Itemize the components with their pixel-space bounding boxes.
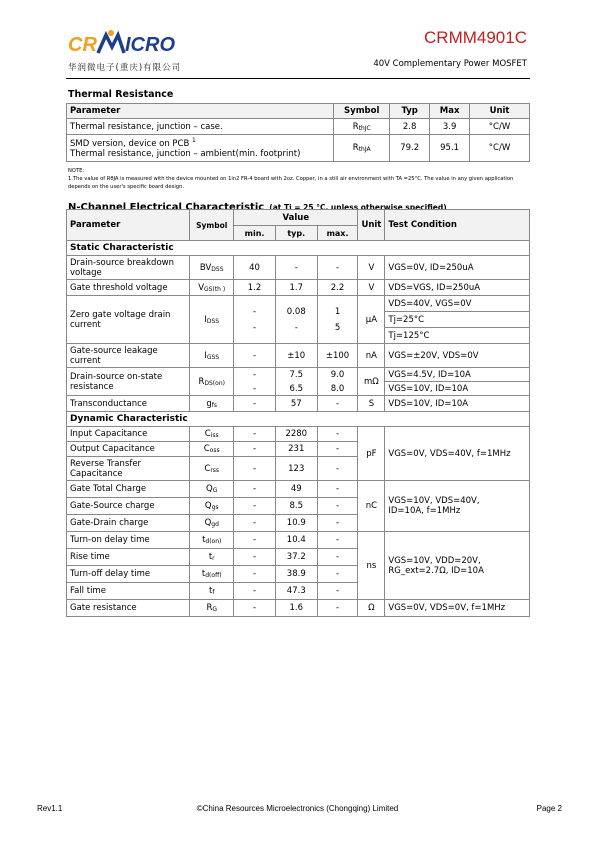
max-cell: - [317, 549, 358, 566]
max-cell: 9.0 8.0 [317, 368, 358, 396]
typ-cell: 37.2 [275, 549, 317, 566]
static-title-row [67, 241, 530, 256]
param-cell: Gate Total Charge [67, 481, 190, 498]
typ-cell: 231 [275, 442, 317, 457]
typ-cell: 10.9 [275, 515, 317, 532]
typ-cell: 49 [275, 481, 317, 498]
param-cell: Output Capacitance [67, 442, 190, 457]
thermal-header-max: Max [430, 104, 470, 119]
logo-text-right: ICRO [125, 34, 175, 56]
symbol-cell: RthJA [334, 135, 390, 162]
max-cell: - [317, 396, 358, 412]
param-cell: Gate resistance [67, 600, 190, 617]
max-cell: - [317, 442, 358, 457]
nch-header-value: Value [234, 210, 358, 226]
nch-header-row [67, 210, 530, 226]
min-cell: - [234, 566, 276, 583]
symbol-cell: tr [190, 549, 234, 566]
condition-cell: VDS=40V, VGS=0V [385, 296, 530, 312]
unit-cell: °C/W [470, 119, 530, 135]
typ-cell: 47.3 [275, 583, 317, 600]
symbol-cell: RDS(on) [190, 368, 234, 396]
typ-cell: 123 [275, 457, 317, 481]
typ-cell: 38.9 [275, 566, 317, 583]
typ-cell: 0.08 - [275, 296, 317, 344]
product-subtitle: 40V Complementary Power MOSFET [373, 59, 527, 69]
param-cell: Rise time [67, 549, 190, 566]
page-number: Page 2 [536, 804, 562, 813]
symbol-cell: Qgs [190, 498, 234, 515]
max-cell: 95.1 [430, 135, 470, 162]
unit-cell: nC [358, 481, 385, 532]
unit-cell: °C/W [470, 135, 530, 162]
table-row [67, 481, 530, 498]
max-cell: - [317, 566, 358, 583]
table-row [67, 296, 530, 312]
typ-cell: 2280 [275, 427, 317, 442]
symbol-cell: BVDSS [190, 256, 234, 280]
symbol-cell: IGSS [190, 344, 234, 368]
logo-m-mark [98, 35, 124, 53]
table-row [67, 256, 530, 280]
nch-header-typ: typ. [275, 226, 317, 241]
unit-cell: Ω [358, 600, 385, 617]
typ-cell: 1.7 [275, 280, 317, 296]
typ-cell: 2.8 [390, 119, 430, 135]
param-cell: Gate threshold voltage [67, 280, 190, 296]
max-cell: 2.2 [317, 280, 358, 296]
table-row [67, 396, 530, 412]
param-cell: Transconductance [67, 396, 190, 412]
min-cell: - [234, 427, 276, 442]
part-number: CRMM4901C [424, 28, 527, 47]
min-cell: - [234, 344, 276, 368]
max-cell: - [317, 532, 358, 549]
copyright: ©China Resources Microelectronics (Chongqing) Limited [196, 804, 399, 813]
symbol-cell: td(on) [190, 532, 234, 549]
nch-section-title: N-Channel Electrical Characteristic (at Tj = 25 °C, unless otherwise specified) [68, 202, 447, 213]
min-cell: 1.2 [234, 280, 276, 296]
thermal-header-row [67, 104, 530, 119]
unit-cell: V [358, 280, 385, 296]
max-cell: - [317, 427, 358, 442]
dynamic-title: Dynamic Characteristic [67, 412, 530, 427]
condition-cell: Tj=25°C [385, 312, 530, 328]
unit-cell: V [358, 256, 385, 280]
typ-cell: 79.2 [390, 135, 430, 162]
condition-cell: VGS=0V, VDS=0V, f=1MHz [385, 600, 530, 617]
logo-dot [108, 30, 114, 36]
max-cell: - [317, 256, 358, 280]
thermal-section-title: Thermal Resistance [68, 89, 174, 100]
symbol-cell: Ciss [190, 427, 234, 442]
thermal-header-parameter: Parameter [67, 104, 334, 119]
unit-cell: mΩ [358, 368, 385, 396]
max-cell: 3.9 [430, 119, 470, 135]
typ-cell: 57 [275, 396, 317, 412]
condition-cell: VGS=10V, ID=10A [385, 382, 530, 396]
symbol-cell: Coss [190, 442, 234, 457]
max-cell: - [317, 481, 358, 498]
param-cell: SMD version, device on PCB $^1$ Thermal resistance, junction – ambient(min. footprint) [67, 135, 334, 162]
min-cell: - [234, 396, 276, 412]
unit-cell: μA [358, 296, 385, 344]
condition-cell: VDS=10V, ID=10A [385, 396, 530, 412]
condition-cell: VGS=0V, ID=250uA [385, 256, 530, 280]
param-cell: Reverse Transfer Capacitance [67, 457, 190, 481]
min-cell: - [234, 549, 276, 566]
min-cell: - [234, 532, 276, 549]
min-cell: - [234, 600, 276, 617]
symbol-cell: tf [190, 583, 234, 600]
nch-header-symbol: Symbol [190, 210, 234, 241]
table-row [67, 427, 530, 442]
symbol-cell: VGS(th ) [190, 280, 234, 296]
min-cell: - [234, 515, 276, 532]
typ-cell: 10.4 [275, 532, 317, 549]
param-cell: Input Capacitance [67, 427, 190, 442]
note-title: NOTE: [68, 168, 85, 174]
typ-cell: 8.5 [275, 498, 317, 515]
param-cell: Fall time [67, 583, 190, 600]
condition-cell: VGS=10V, VDD=20V, RG_ext=2.7Ω, ID=10A [385, 532, 530, 600]
thermal-note [68, 167, 530, 191]
param-cell: Turn-off delay time [67, 566, 190, 583]
typ-cell: 1.6 [275, 600, 317, 617]
static-title: Static Characteristic [67, 241, 530, 256]
nch-header-unit: Unit [358, 210, 385, 241]
revision: Rev1.1 [37, 804, 63, 813]
symbol-cell: IDSS [190, 296, 234, 344]
table-row [67, 532, 530, 549]
condition-cell: Tj=125°C [385, 328, 530, 344]
table-row [67, 119, 530, 135]
thermal-header-unit: Unit [470, 104, 530, 119]
min-cell: 40 [234, 256, 276, 280]
max-cell: - [317, 583, 358, 600]
nch-header-parameter: Parameter [67, 210, 190, 241]
param-cell: Zero gate voltage drain current [67, 296, 190, 344]
condition-cell: VDS=VGS, ID=250uA [385, 280, 530, 296]
symbol-cell: RG [190, 600, 234, 617]
param-cell: Drain-source on-state resistance [67, 368, 190, 396]
thermal-header-symbol: Symbol [334, 104, 390, 119]
max-cell: - [317, 457, 358, 481]
min-cell: - - [234, 296, 276, 344]
thermal-header-typ: Typ [390, 104, 430, 119]
symbol-cell: Qgd [190, 515, 234, 532]
param-cell: Gate-Drain charge [67, 515, 190, 532]
symbol-cell: Crss [190, 457, 234, 481]
company-name-cn: 华润微电子(重庆)有限公司 [68, 63, 182, 73]
unit-cell: pF [358, 427, 385, 481]
min-cell: - [234, 442, 276, 457]
table-row [67, 135, 530, 162]
nch-header-max: max. [317, 226, 358, 241]
min-cell: - [234, 583, 276, 600]
unit-cell: ns [358, 532, 385, 600]
min-cell: - [234, 481, 276, 498]
param-cell: Gate-source leakage current [67, 344, 190, 368]
unit-cell: nA [358, 344, 385, 368]
condition-cell: VGS=10V, VDS=40V, ID=10A, f=1MHz [385, 481, 530, 532]
symbol-cell: RthJC [334, 119, 390, 135]
table-row [67, 280, 530, 296]
condition-cell: VGS=±20V, VDS=0V [385, 344, 530, 368]
min-cell: - [234, 498, 276, 515]
param-cell: Thermal resistance, junction – case. [67, 119, 334, 135]
max-cell: - [317, 515, 358, 532]
dynamic-title-row [67, 412, 530, 427]
max-cell: - [317, 498, 358, 515]
max-cell: ±100 [317, 344, 358, 368]
typ-cell: - [275, 256, 317, 280]
nch-header-min: min. [234, 226, 276, 241]
thermal-table [66, 103, 530, 162]
nch-table [66, 209, 530, 617]
min-cell: - - [234, 368, 276, 396]
symbol-cell: QG [190, 481, 234, 498]
company-logo [68, 27, 186, 61]
typ-cell: 7.5 6.5 [275, 368, 317, 396]
condition-cell: VGS=4.5V, ID=10A [385, 368, 530, 382]
max-cell: 1 5 [317, 296, 358, 344]
param-cell: Turn-on delay time [67, 532, 190, 549]
table-row [67, 600, 530, 617]
logo-text-left: CR [68, 34, 97, 56]
note-text: 1.The value of RθJA is measured with the device mounted on 1in2 FR-4 board with 2oz. Copper, in a still air environment with TA =25°C. The value in any given application depends on the user's specific board design. [68, 176, 514, 190]
condition-cell: VGS=0V, VDS=40V, f=1MHz [385, 427, 530, 481]
param-cell: Drain-source breakdown voltage [67, 256, 190, 280]
table-row [67, 344, 530, 368]
typ-cell: ±10 [275, 344, 317, 368]
nch-header-condition: Test Condition [385, 210, 530, 241]
symbol-cell: gfs [190, 396, 234, 412]
table-row [67, 368, 530, 382]
header-divider [66, 78, 530, 79]
param-cell: Gate-Source charge [67, 498, 190, 515]
symbol-cell: td(off) [190, 566, 234, 583]
unit-cell: S [358, 396, 385, 412]
max-cell: - [317, 600, 358, 617]
min-cell: - [234, 457, 276, 481]
